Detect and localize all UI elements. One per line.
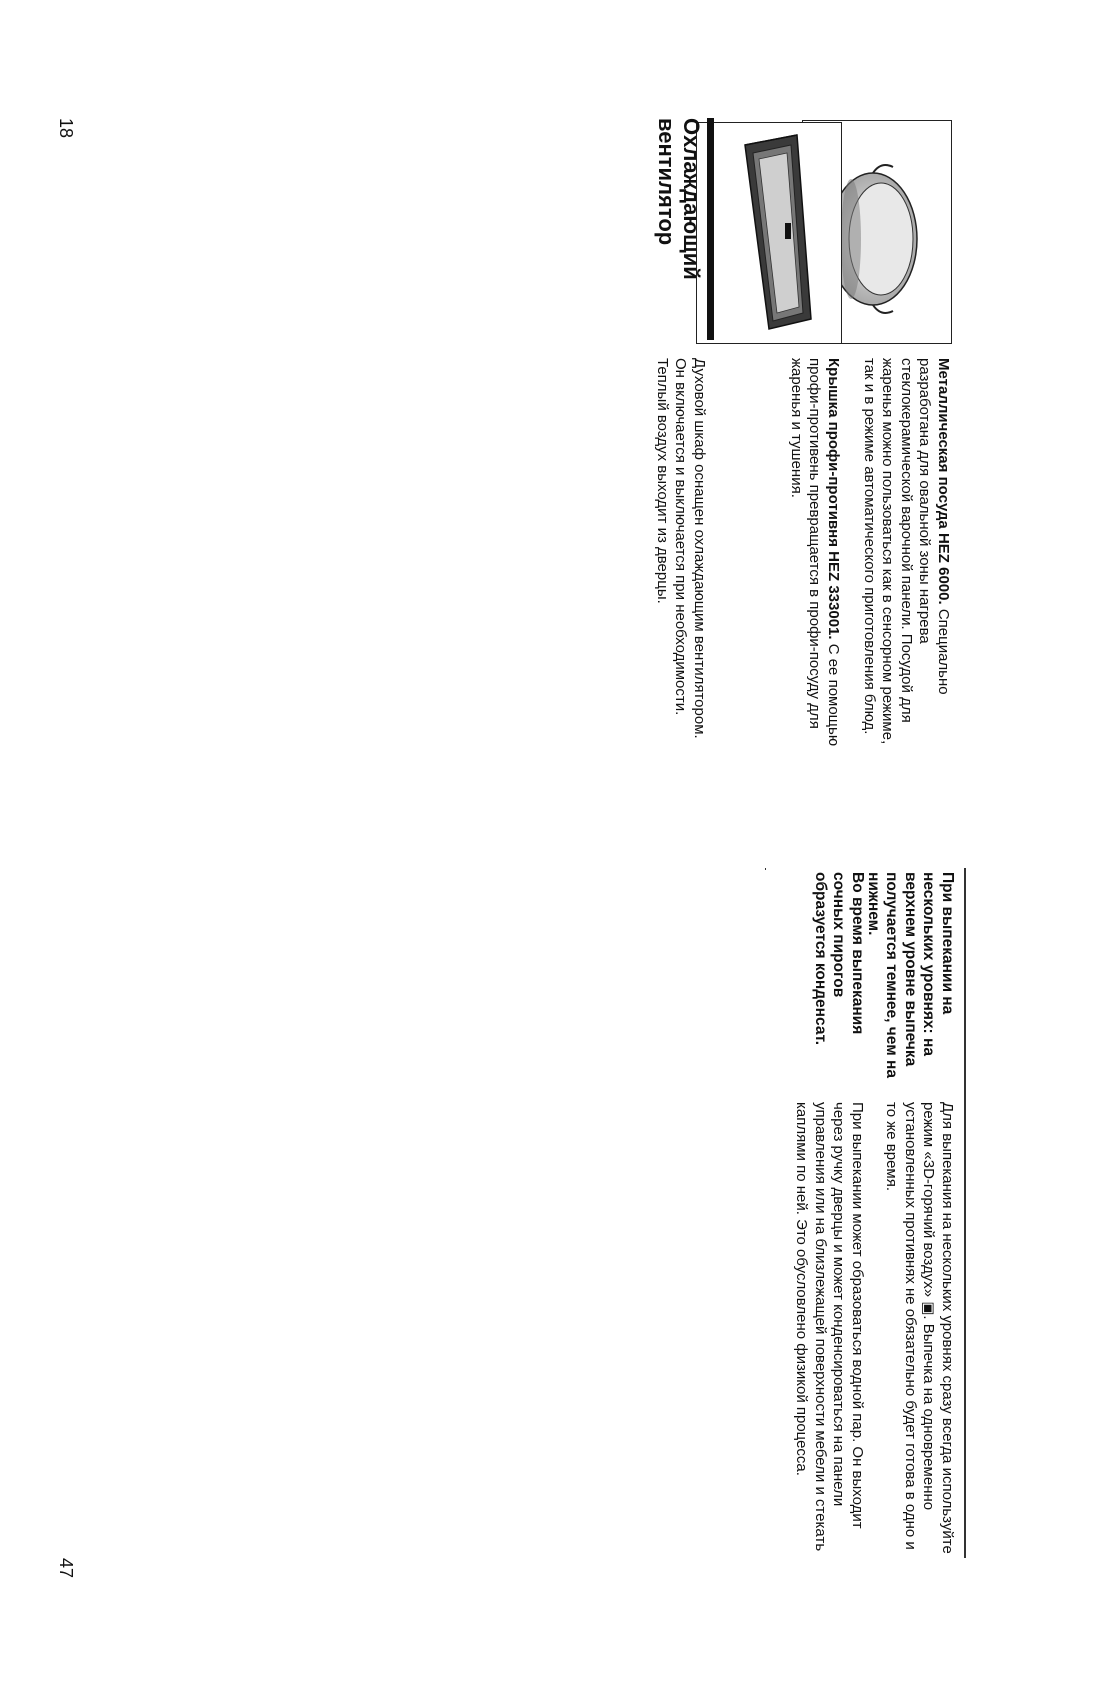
fan-description: Духовой шкаф оснащен охлаждающим вентилятором. Он включается и выключается при необходимости. Теплый воздух выходит из дверцы. (654, 358, 708, 739)
tip-2-question: Во время выпекания сочных пирогов образуется конденсат. (812, 872, 866, 1045)
roaster-title: Металлическая посуда HEZ 6000. (935, 358, 952, 605)
page-number-left: 18 (56, 118, 76, 139)
tip-1-answer: Для выпекания на нескольких уровнях сразу всегда используйте режим «3D-горячий воздух» ▣. Выпечка на одновременно установленных противнях не обязательно будет готова в одно и то же время. (883, 1102, 956, 1554)
tray-lid-title: Крышка профи-противня HEZ 333001. (825, 358, 842, 640)
heading-rule (707, 118, 714, 340)
tip-1-question: При выпекании на нескольких уровнях: на верхнем уровне выпечка получается темнее, чем на нижнем. (865, 872, 956, 1078)
tray-lid-icon (721, 123, 841, 341)
section-heading-fan: Охлаждающий вентилятор (654, 118, 704, 280)
roaster-description (860, 358, 953, 750)
tray-lid-text: С ее помощью профи-противень превращается в профи-посуду для жаренья и тушения. (788, 358, 842, 747)
tray-lid-picture (696, 122, 842, 344)
tray-lid-description (787, 358, 843, 750)
page-number-right: 47 (56, 1558, 76, 1579)
tips-top-rule (965, 868, 967, 1558)
tip-2-answer: При выпекании может образоваться водной пар. Он выходит через ручку дверцы и может конденсироваться на панели управления или на близлежащей поверхности мебели и стекать каплями по ней. Это обусловлено физикой процесса. (793, 1102, 866, 1552)
roaster-text: Специально разработана для овальной зоны нагрева стеклокерамической варочной панели. Посудой для жаренья можно пользоваться как в сенсорном режиме, так и в режиме автоматического приготовления блюд. (861, 358, 952, 745)
tips-end-mark (765, 868, 766, 870)
